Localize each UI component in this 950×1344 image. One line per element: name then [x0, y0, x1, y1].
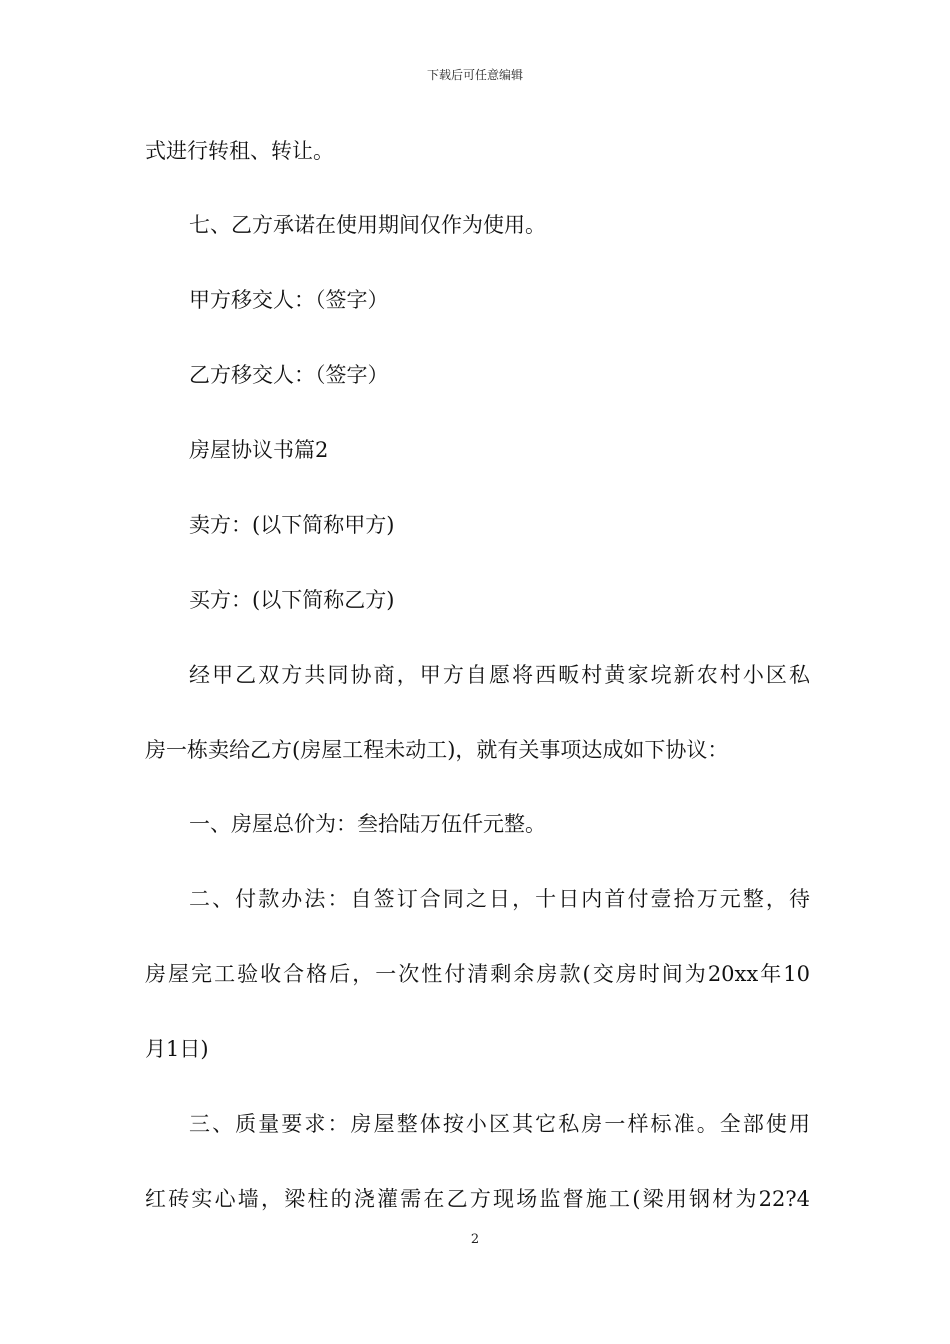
paragraph-line: 买方：(以下简称乙方): [189, 588, 395, 612]
paragraph-line: 红砖实心墙，梁柱的浇灌需在乙方现场监督施工(梁用钢材为22?4: [145, 1187, 810, 1211]
paragraph-line: 乙方移交人：（签字）: [189, 363, 389, 387]
paragraph-line: 二、付款办法：自签订合同之日，十日内首付壹拾万元整，待: [189, 887, 810, 911]
paragraph-line: 房一栋卖给乙方(房屋工程未动工)，就有关事项达成如下协议：: [145, 738, 729, 762]
paragraph-line: 式进行转租、转让。: [145, 139, 334, 163]
paragraph-line: 七、乙方承诺在使用期间仅作为使用。: [189, 213, 546, 237]
paragraph-line: 甲方移交人：（签字）: [189, 288, 389, 312]
section-title: 房屋协议书篇2: [189, 438, 329, 462]
page-header: 下载后可任意编辑: [426, 68, 523, 82]
paragraph-line: 月1日): [145, 1037, 209, 1061]
page-number: 2: [470, 1232, 480, 1247]
paragraph-line: 房屋完工验收合格后，一次性付清剩余房款(交房时间为20xx年10: [145, 962, 810, 986]
paragraph-line: 三、质量要求：房屋整体按小区其它私房一样标准。全部使用: [189, 1112, 810, 1136]
paragraph-line: 一、房屋总价为：叁拾陆万伍仟元整。: [189, 812, 546, 836]
paragraph-line: 经甲乙双方共同协商，甲方自愿将西畈村黄家垸新农村小区私: [189, 663, 810, 687]
paragraph-line: 卖方：(以下简称甲方): [189, 513, 395, 537]
